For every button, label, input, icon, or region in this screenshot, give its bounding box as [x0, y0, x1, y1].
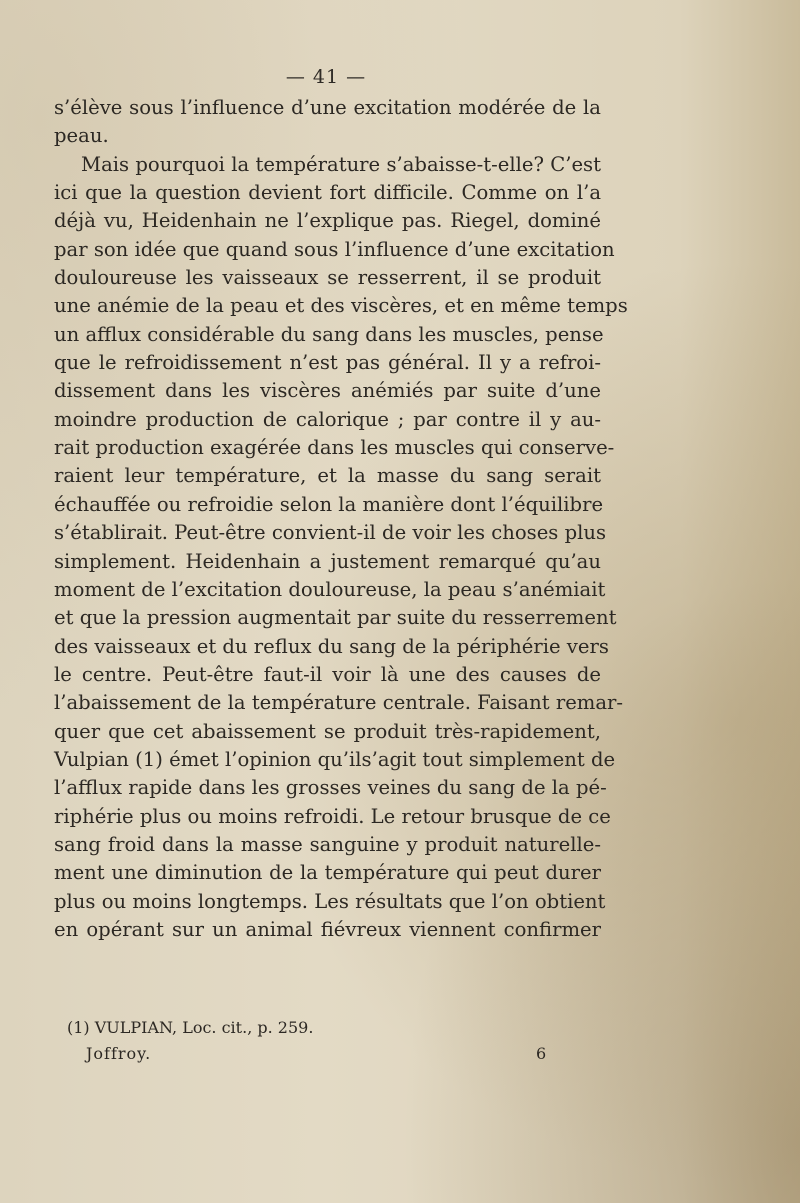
text-line: ment une diminution de la température qui peut durer	[54, 861, 601, 885]
text-line: l’afflux rapide dans les grosses veines du sang de la pé-	[54, 776, 607, 800]
text-line: rait production exagérée dans les muscles qui conserve-	[54, 436, 615, 460]
text-line: Vulpian (1) émet l’opinion qu’ils’agit tout simplement de	[54, 747, 616, 771]
text-line: quer que cet abaissement se produit très-rapidement,	[54, 719, 601, 743]
text-line: que le refroidissement n’est pas général. Il y a refroi-	[54, 351, 601, 375]
footnote: (1) VULPIAN, Loc. cit., p. 259.	[67, 1018, 314, 1037]
text-line: peau.	[54, 124, 109, 148]
text-line: s’établirait. Peut-être convient-il de voir les choses plus	[54, 521, 607, 545]
text-line: plus ou moins longtemps. Les résultats que l’on obtient	[54, 889, 606, 913]
printer-signature: Joffroy.	[86, 1044, 152, 1063]
text-line: déjà vu, Heidenhain ne l’explique pas. Riegel, dominé	[54, 209, 601, 233]
text-line: raient leur température, et la masse du sang serait	[54, 464, 601, 488]
text-line: dissement dans les viscères anémiés par suite d’une	[54, 379, 601, 403]
text-line: échauffée ou refroidie selon la manière dont l’équilibre	[54, 492, 604, 516]
page-number: — 41 —	[285, 66, 367, 88]
text-line: et que la pression augmentait par suite du resserrement	[54, 606, 617, 630]
text-line: une anémie de la peau et des viscères, et en même temps	[54, 294, 628, 318]
text-line: moment de l’excitation douloureuse, la peau s’anémiait	[54, 577, 606, 601]
text-line: ici que la question devient fort difficile. Comme on l’a	[54, 181, 601, 205]
text-line: sang froid dans la masse sanguine y produit naturelle-	[54, 832, 601, 856]
text-line: moindre production de calorique ; par contre il y au-	[54, 407, 601, 431]
text-line: s’élève sous l’influence d’une excitation modérée de la	[54, 96, 601, 119]
sheet-number: 6	[536, 1044, 547, 1063]
text-line: le centre. Peut-être faut-il voir là une des causes de	[54, 662, 601, 686]
text-line: douloureuse les vaisseaux se resserrent, il se produit	[54, 266, 601, 290]
text-line: un afflux considérable du sang dans les muscles, pense	[54, 322, 604, 346]
text-line: riphérie plus ou moins refroidi. Le retour brusque de ce	[54, 804, 611, 828]
text-line: en opérant sur un animal fiévreux viennent confirmer	[54, 917, 601, 941]
text-line: des vaisseaux et du reflux du sang de la périphérie vers	[54, 634, 609, 658]
body-text	[54, 94, 628, 944]
text-line: Mais pourquoi la température s’abaisse-t-elle? C’est	[81, 152, 601, 176]
text-line: par son idée que quand sous l’influence d’une excitation	[54, 237, 615, 261]
text-line: l’abaissement de la température centrale. Faisant remar-	[54, 691, 624, 715]
text-line: simplement. Heidenhain a justement remarqué qu’au	[54, 549, 601, 573]
